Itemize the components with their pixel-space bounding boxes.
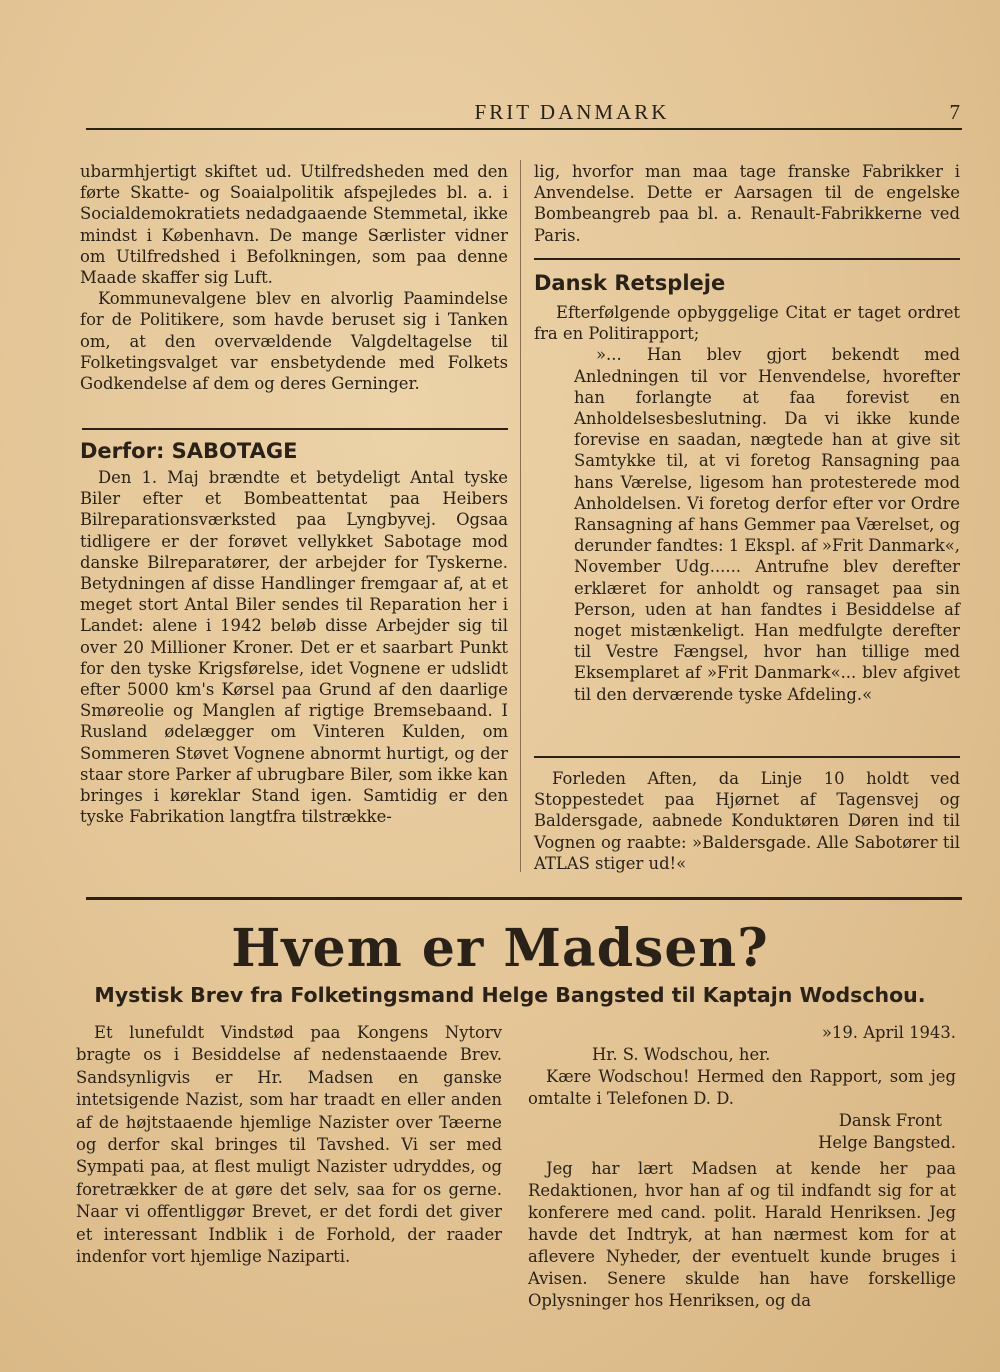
feature-subtitle: Mystisk Brev fra Folketingsmand Helge Bangsted til Kaptajn Wodschou. — [94, 983, 926, 1007]
section-heading-retspleje: Dansk Retspleje — [534, 271, 726, 295]
right-lower-rule — [534, 756, 960, 758]
retspleje-intro: Efterfølgende opbyggelige Citat er taget ordret fra en Politirapport; — [534, 303, 960, 344]
page-header — [86, 96, 962, 126]
letter-date: »19. April 1943. — [821, 1023, 956, 1042]
feature-title: Hvem er Madsen? — [231, 918, 769, 979]
retspleje-section — [534, 270, 960, 705]
feature-left-column — [76, 1022, 502, 1268]
left-column — [80, 161, 508, 394]
sabotage-paragraph: Den 1. Maj brændte et betydeligt Antal tyske Biler efter et Bombeattentat paa Heibers Bilreparationsværksted paa Lyngbyvej. Ogsaa tidligere er der forøvet vellykket Sabotage mod danske Bilreparatører, der arbejder for Tyskerne. Betydningen af disse Handlinger fremgaar af, at et meget stort Antal Biler sendes til Reparation her i Landet: alene i 1942 beløb disse Arbejder sig til over 20 Millioner Kroner. Det er et saarbart Punkt for den tyske Krigsførelse, idet Vognene er udslidt efter 5000 km's Kørsel paa Grund af den daarlige Smøreolie og Manglen af rigtige Bremsebaand. I Rusland ødelægger om Vinteren Kulden, om Sommeren Støvet Vognene abnormt hurtigt, og der staar store Parker af ubrugbare Biler, som ikke kan bringes i køreklar Stand igen. Samtidig er den tyske Fabrikation langtfra tilstrække- — [80, 468, 508, 827]
intro-paragraph-2: Kommunevalgene blev en alvorlig Paamindelse for de Politikere, som havde beruset sig i Tanken om, at den overvældende Valgdeltagelse til Folketingsvalget var ensbetydende med Folkets Godkendelse af dem og deres Gerninger. — [80, 289, 508, 394]
continuation-paragraph: lig, hvorfor man maa tage franske Fabrikker i Anvendelse. Dette er Aarsagen til de engelske Bombeangreb paa bl. a. Renault-Fabrikkerne ved Paris. — [534, 162, 960, 245]
column-divider — [520, 160, 521, 872]
right-column — [534, 161, 960, 246]
section-heading-sabotage: Derfor: SABOTAGE — [80, 439, 298, 463]
letter-body: Jeg har lært Madsen at kende her paa Redaktionen, hvor han af og til indfandt sig for at konferere med cand. polit. Harald Henriksen. Jeg havde det Indtryk, at han nærmest kom for at aflevere Nyheder, der eventuelt kunde bruges i Avisen. Senere skulde han have forskellige Oplysninger hos Henriksen, og da — [528, 1159, 956, 1310]
intro-paragraph-1: ubarmhjertigt skiftet ud. Utilfredsheden med den førte Skatte- og Soaialpolitik afspejledes bl. a. i Socialdemokratiets nedadgaaende Stemmetal, ikke mindst i København. De mange Særlister vidner om Utilfredshed i Befolkningen, som paa denne Maade skaffer sig Luft. — [80, 162, 508, 288]
letter-addressee: Hr. S. Wodschou, her. — [592, 1045, 771, 1064]
page-number: 7 — [949, 100, 960, 124]
tram-anecdote: Forleden Aften, da Linje 10 holdt ved Stoppestedet paa Hjørnet af Tagensvej og Baldersgade, aabnede Konduktøren Døren ind til Vognen og raabte: »Baldersgade. Alle Sabotører til ATLAS stiger ud!« — [534, 769, 960, 873]
sabotage-section — [80, 438, 508, 827]
feature-letter — [528, 1022, 956, 1312]
masthead: FRIT DANMARK — [474, 100, 670, 124]
letter-greeting: Kære Wodschou! Hermed den Rapport, som jeg omtalte i Telefonen D. D. — [528, 1067, 956, 1108]
police-report-quote: »... Han blev gjort bekendt med Anledningen til vor Henvendelse, hvorefter han forlangte at faa forevist en Anholdelsesbeslutning. Da vi ikke kunde forevise en saadan, nægtede han at give sit Samtykke til, at vi foretog Ransagning paa hans Værelse, ligesom han protesterede mod Anholdelsen. Vi foretog derfor efter vor Ordre Ransagning af hans Gemmer paa Værelset, og derunder fandtes: 1 Ekspl. af »Frit Danmark«, November Udg...... Antrufne blev derefter erklæret for anholdt og ransaget paa sin Person, uden at han fandtes i Besiddelse af noget mistænkeligt. Han medfulgte derefter til Vestre Fængsel, hvor han tillige med Eksemplaret af »Frit Danmark«... blev afgivet til den derværende tyske Afdeling.« — [574, 345, 960, 704]
letter-organisation: Dansk Front — [838, 1111, 942, 1130]
feature-intro: Et lunefuldt Vindstød paa Kongens Nytorv bragte os i Besiddelse af nedenstaaende Brev. Sandsynligvis er Hr. Madsen en ganske intetsigende Nazist, som har traadt en eller anden af de højtstaaende hjemlige Nazister over Tæerne og derfor skal bringes til Tavshed. Vi ser med Sympati paa, at flest muligt Nazister udryddes, og foretrækker de at gøre det selv, saa for os gerne. Naar vi offentliggør Brevet, er det fordi det giver et interessant Indblik i de Forhold, der raader indenfor vort hjemlige Naziparti. — [76, 1023, 502, 1267]
left-section-rule — [82, 428, 508, 430]
right-section-rule — [534, 258, 960, 260]
header-rule — [86, 128, 962, 130]
feature-top-rule — [86, 897, 962, 900]
letter-signature: Helge Bangsted. — [818, 1133, 956, 1152]
anecdote-section — [534, 768, 960, 874]
